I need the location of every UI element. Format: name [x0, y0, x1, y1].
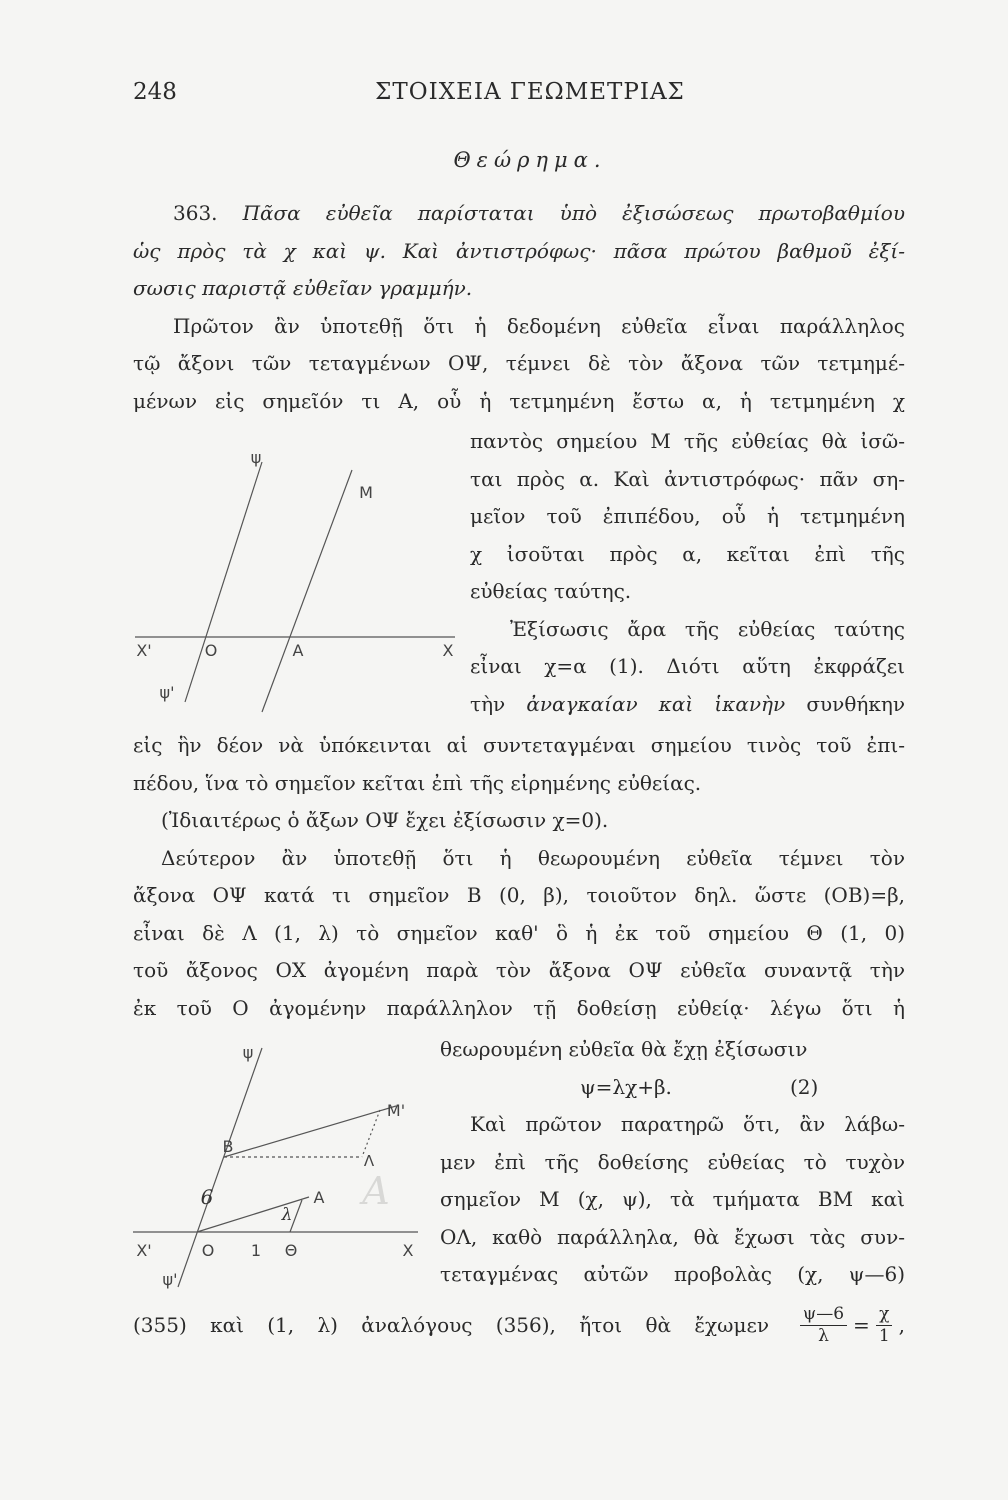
text-line: θεωρουμένη εὐθεῖα θὰ ἔχῃ ἐξίσωσιν — [440, 1037, 808, 1061]
theorem-statement: Πᾶσα εὐθεῖα παρίσταται ὑπὸ ἐξισώσεως πρωτοβαθμίου — [242, 201, 906, 225]
text-line: μεῖον τοῦ ἐπιπέδου, οὗ ἡ τετμημένη — [470, 504, 905, 528]
fraction-numerator: χ — [876, 1304, 892, 1326]
running-title: ΣΤΟΙΧΕΙΑ ΓΕΩΜΕΤΡΙΑΣ — [375, 79, 685, 105]
fig2-label-psi-prime: ψ' — [162, 1270, 178, 1289]
text-line: Πρῶτον ἂν ὑποτεθῇ ὅτι ἡ δεδομένη εὐθεῖα εἶναι παράλληλος — [173, 313, 905, 338]
equation-line — [440, 1069, 905, 1107]
text-line — [470, 686, 905, 724]
text-line: (Ἰδιαιτέρως ὁ ἄξων ΟΨ ἔχει ἐξίσωσιν χ=0). — [161, 808, 609, 832]
equals-sign: = — [853, 1313, 870, 1337]
fig2-label-beta-handwritten: 6 — [200, 1185, 214, 1209]
text-line: Δεύτερον ἂν ὑποτεθῇ ὅτι ἡ θεωρουμένη εὐθεῖα τέμνει τὸν — [161, 845, 905, 870]
text-line: ἄξονα ΟΨ κατά τι σημεῖον Β (0, β), τοιοῦτον δηλ. ὥστε (ΟΒ)=β, — [133, 883, 905, 907]
fig2-label-b: Β — [222, 1137, 234, 1156]
text-line: τεταγμένας αὐτῶν προβολὰς (χ, ψ—6) — [440, 1262, 905, 1286]
text-block-c — [133, 727, 905, 1027]
theorem-statement: σωσις παριστᾷ εὐθεῖαν γραμμήν. — [133, 276, 473, 300]
fig1-label-o: Ο — [204, 641, 218, 660]
text-line — [133, 195, 905, 233]
theorem-number: 363. — [173, 201, 218, 225]
text-line: παντὸς σημείου Μ τῆς εὐθείας θὰ ἰσῶ- — [470, 429, 905, 453]
text-line: τῷ ἄξονι τῶν τεταγμένων ΟΨ, τέμνει δὲ τὸν ἄξονα τῶν τετμημέ- — [133, 351, 905, 375]
text-fragment: τὴν — [470, 691, 506, 716]
figure-2-general-line — [130, 1040, 430, 1295]
text-line: εἶναι χ=α (1). Διότι αὕτη ἐκφράζει — [470, 654, 905, 678]
text-line: εἰς ἣν δέον νὰ ὑπόκεινται αἱ συντεταγμέναι σημείου τινὸς τοῦ ἐπι- — [133, 733, 905, 757]
text-line: ται πρὸς α. Καὶ ἀντιστρόφως· πᾶν ση- — [470, 466, 905, 491]
text-block-a — [133, 195, 905, 420]
text-line: τοῦ ἄξονος ΟΧ ἀγομένη παρὰ τὸν ἄξονα ΟΨ εὐθεῖα συναντᾷ τὴν — [133, 958, 905, 982]
fig1-label-psi: ψ — [250, 448, 262, 467]
fig1-y-axis — [185, 462, 262, 702]
theorem-heading: Θεώρημα. — [453, 148, 607, 172]
equation: ψ=λχ+β. — [580, 1074, 672, 1099]
fig1-label-x-prime: Χ' — [136, 641, 152, 660]
text-line: πέδου, ἵνα τὸ σημεῖον κεῖται ἐπὶ τῆς εἰρημένης εὐθείας. — [133, 770, 702, 795]
fig2-label-theta: Θ — [284, 1241, 298, 1260]
fig2-faint-margin-mark: Α — [362, 1169, 390, 1213]
text-line: Ἐξίσωσις ἄρα τῆς εὐθείας ταύτης — [510, 616, 905, 641]
text-line: μένων εἰς σημεῖόν τι Α, οὗ ἡ τετμημένη ἔστω α, ἡ τετμημένη χ — [133, 388, 905, 413]
fig1-line-through-a — [262, 470, 352, 712]
final-line-text: (355) καὶ (1, λ) ἀναλόγους (356), ἤτοι θὰ ἔχωμεν — [133, 1313, 769, 1337]
fig2-label-psi: ψ — [242, 1043, 254, 1062]
figure-1-parallel-line — [130, 440, 460, 720]
fraction-left — [800, 1304, 847, 1347]
text-line: χ ἰσοῦται πρὸς α, κεῖται ἐπὶ τῆς — [470, 541, 905, 566]
fig2-label-x: Χ — [402, 1241, 414, 1260]
text-line: σημεῖον Μ (χ, ψ), τὰ τμήματα ΒΜ καὶ — [440, 1187, 905, 1211]
fig2-y-axis — [178, 1048, 262, 1287]
italic-fragment: ἀναγκαίαν καὶ ἱκανὴν — [526, 691, 786, 716]
final-line — [133, 1297, 905, 1353]
text-line: εὐθείας ταύτης. — [470, 579, 632, 603]
proportion — [800, 1304, 905, 1347]
text-block-b — [470, 423, 905, 723]
text-line — [133, 270, 905, 308]
fraction-denominator: λ — [818, 1325, 829, 1346]
text-line: ΟΛ, καθὸ παράλληλα, θὰ ἔχωσι τὰς συν- — [440, 1224, 905, 1249]
fig2-label-x-prime: Χ' — [136, 1241, 152, 1260]
fig2-label-lambda-handwritten: λ — [281, 1205, 293, 1225]
fraction-denominator: 1 — [878, 1325, 890, 1346]
fraction-right — [876, 1304, 893, 1347]
fig2-label-o: Ο — [201, 1241, 215, 1260]
text-line — [133, 233, 905, 271]
trailing-comma: , — [898, 1313, 905, 1337]
equation-number: (2) — [790, 1074, 819, 1099]
page-number: 248 — [133, 79, 177, 105]
text-line: εἶναι δὲ Λ (1, λ) τὸ σημεῖον καθ' ὃ ἡ ἐκ τοῦ σημείου Θ (1, 0) — [133, 920, 905, 945]
text-block-d — [440, 1031, 905, 1294]
fig2-label-lambda-point: Λ — [363, 1152, 375, 1170]
text-line: Καὶ πρῶτον παρατηρῶ ὅτι, ἂν λάβω- — [470, 1112, 905, 1136]
fig1-label-psi-prime: ψ' — [159, 683, 175, 702]
fraction-numerator: ψ—6 — [800, 1304, 847, 1326]
text-line: μεν ἐπὶ τῆς δοθείσης εὐθείας τὸ τυχὸν — [440, 1149, 905, 1174]
fig1-label-m: Μ — [359, 483, 373, 502]
theorem-statement: ὡς πρὸς τὰ χ καὶ ψ. Καὶ ἀντιστρόφως· πᾶσα πρώτου βαθμοῦ ἐξί- — [133, 238, 905, 263]
fig1-label-x: Χ — [442, 641, 454, 660]
fig2-line-bm — [224, 1106, 396, 1157]
fig2-label-a: Α — [313, 1188, 325, 1207]
fig1-label-a: Α — [292, 641, 304, 660]
fig2-label-m-prime: Μ' — [386, 1101, 406, 1120]
fig2-dotted-projection — [362, 1110, 380, 1157]
text-line: ἐκ τοῦ Ο ἀγομένην παράλληλον τῇ δοθείσῃ εὐθείᾳ· λέγω ὅτι ἡ — [133, 995, 905, 1020]
fig2-label-one: 1 — [250, 1241, 262, 1260]
text-fragment: συνθήκην — [806, 691, 906, 716]
